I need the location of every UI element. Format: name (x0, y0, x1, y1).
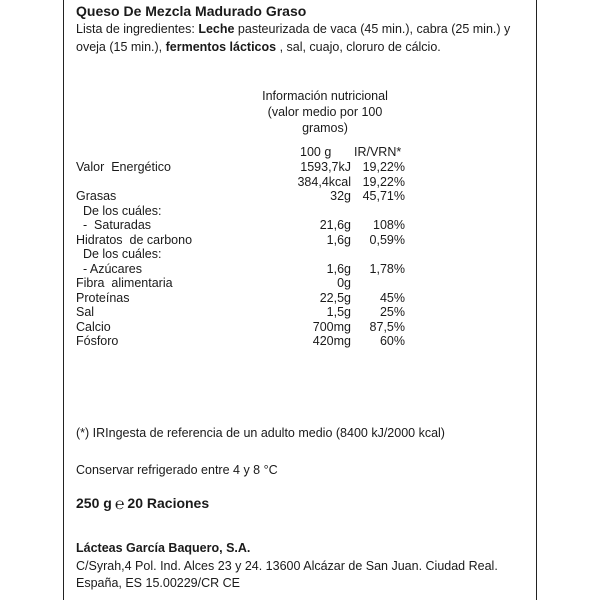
column-header-100g: 100 g (300, 145, 332, 159)
nutrition-row-per100g: 1,5g (326, 305, 351, 319)
nutrition-row-label: De los cuáles: (76, 203, 162, 218)
nutrition-row (0, 189, 600, 204)
nutrition-row (0, 204, 600, 219)
company-name: Lácteas García Baquero, S.A. (76, 541, 251, 555)
column-header-ir: IR/VRN* (354, 145, 402, 159)
weight-value: 250 g (76, 495, 112, 511)
nutrition-row (0, 305, 600, 320)
ingredient-leche: Leche (198, 22, 235, 36)
nutrition-row-label: - Azúcares (76, 261, 142, 276)
nutrition-row-ir: 0,59% (369, 232, 405, 247)
nutrition-row-per100g: 22,5g (319, 290, 351, 305)
nutrition-row-per100g: 700mg (312, 319, 351, 334)
nutrition-row-label: Valor Energético (76, 160, 171, 174)
nutrition-row (0, 276, 600, 291)
nutrition-row-per100g: 0g (337, 276, 351, 290)
nutrition-row-per100g: 384,4kcal (297, 174, 351, 189)
nutrition-row (0, 175, 600, 190)
nutrition-row-label: Fósforo (76, 334, 119, 348)
nutrition-row-label: Grasas (76, 189, 117, 203)
nutrition-row (0, 247, 600, 262)
nutrition-row-label: Proteínas (76, 290, 130, 305)
nutrition-row-ir: 60% (379, 334, 405, 348)
nutrition-row-label: Sal (76, 305, 95, 319)
ingredients-prefix: Lista de ingredientes: (76, 22, 199, 36)
ingredients-mid: pasteurizada de vaca (45 min.), cabra (25 min.) y oveja (15 min.), (76, 22, 511, 54)
nutrition-row (0, 233, 600, 248)
nutrition-row-label: Fibra alimentaria (76, 276, 173, 290)
nutrition-row-label: Hidratos de carbono (76, 232, 193, 247)
product-title: Queso De Mezcla Madurado Graso (76, 3, 307, 19)
nutrition-row-ir: 45,71% (362, 189, 405, 203)
nutrition-row-per100g: 1,6g (326, 261, 351, 276)
nutrition-row (0, 291, 600, 306)
estimated-sign-icon: ℮ (114, 496, 125, 513)
nutrition-row-label: De los cuáles: (76, 247, 162, 261)
company-address: C/Syrah,4 Pol. Ind. Alces 23 y 24. 13600 Alcázar de San Juan. Ciudad Real. España, ES 15.00229/CR CE (76, 559, 498, 590)
nutrition-row-per100g: 32g (330, 189, 351, 203)
nutrition-row-per100g: 1,6g (326, 232, 351, 247)
nutrition-row-label: - Saturadas (76, 218, 152, 232)
nutrition-heading: Información nutricional (valor medio por 100 gramos) (262, 89, 388, 135)
portions: 20 Raciones (127, 495, 210, 511)
nutrition-row (0, 218, 600, 233)
ingredients-list (76, 20, 516, 56)
nutrition-row-ir: 19,22% (362, 174, 405, 189)
ingredient-fermentos: fermentos lácticos (165, 40, 277, 54)
footnote: (*) IRIngesta de referencia de un adulto medio (8400 kJ/2000 kcal) (76, 426, 445, 440)
nutrition-row-ir: 25% (379, 305, 405, 319)
nutrition-row-per100g: 21,6g (319, 218, 351, 232)
nutrition-row-ir: 45% (379, 290, 405, 305)
nutrition-row-ir: 108% (373, 218, 405, 232)
nutrition-row (0, 334, 600, 349)
nutrition-row (0, 262, 600, 277)
nutrition-row (0, 160, 600, 175)
nutrition-row-ir: 1,78% (369, 261, 405, 276)
nutrition-row-ir: 87,5% (369, 319, 405, 334)
nutrition-row (0, 320, 600, 335)
nutrition-row-label: Calcio (76, 319, 111, 334)
net-weight (76, 495, 209, 514)
nutrition-row-per100g: 1593,7kJ (300, 160, 351, 174)
nutrition-row-per100g: 420mg (312, 334, 351, 348)
ingredients-suffix: , sal, cuajo, cloruro de cálcio. (276, 40, 441, 54)
storage-instructions: Conservar refrigerado entre 4 y 8 °C (76, 463, 278, 477)
nutrition-row-ir: 19,22% (362, 160, 405, 174)
